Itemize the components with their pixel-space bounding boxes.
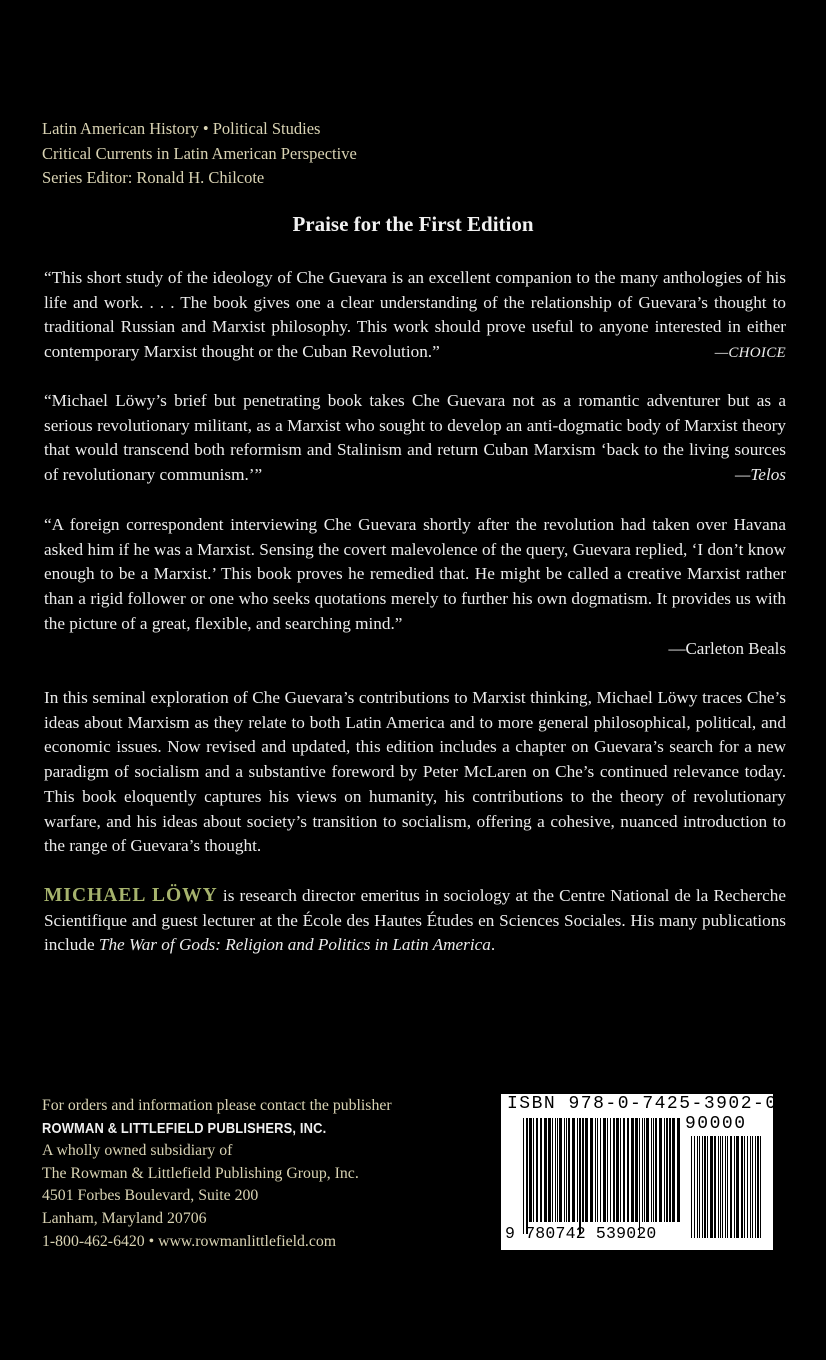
barcode-bar (548, 1118, 551, 1222)
barcode-bar (752, 1136, 753, 1238)
barcode-bar (536, 1118, 538, 1222)
barcode-bar (582, 1118, 584, 1222)
barcode-bar (744, 1136, 745, 1238)
barcode-bar (526, 1118, 528, 1234)
barcode-bar (718, 1136, 719, 1238)
barcode-bar (577, 1118, 578, 1222)
isbn-number: ISBN 978-0-7425-3902-0 (507, 1094, 778, 1114)
barcode-bar (750, 1136, 751, 1238)
barcode-bar (635, 1118, 638, 1222)
barcode-bar (566, 1118, 567, 1222)
series-line-name: Critical Currents in Latin American Perspective (42, 143, 357, 163)
quote-text: “A foreign correspondent interviewing Che Guevara shortly after the revolution had taken over Havana asked him if he was a Marxist. Sensing the covert malevolence of the query, Guevara replied, ‘I don’t know enough to be a Marxist.’ This book proves he remedied that. He might be called a creative Marxist rather than a rigid follower or one who seeks quotations merely to further his own dogmatism. It provides us with the picture of a great, flexible, and searching mind.” (44, 515, 786, 633)
barcode-bar (559, 1118, 562, 1222)
barcode-bar (523, 1118, 524, 1234)
barcode-bar (664, 1118, 665, 1222)
praise-quote-choice (44, 266, 786, 366)
barcode-bar (666, 1118, 668, 1222)
author-bio: MICHAEL LÖWY is research director emeritus in sociology at the Centre National de la Recherche Scientifique and guest lecturer at the École des Hautes Études en Sciences Sociales. His many publications include The War of Gods: Religion and Politics in Latin America. (44, 885, 786, 955)
barcode-bar (710, 1136, 713, 1238)
barcode-bar (600, 1118, 601, 1222)
book-description: In this seminal exploration of Che Guevara’s contributions to Marxist thinking, Michael Löwy traces Che’s ideas about Marxism as they relate to both Latin America and to more general philosophical, political, and economic issues. Now revised and updated, this edition includes a chapter on Guevara’s search for a new paradigm of socialism and a substantive foreword by Peter McLaren on Che’s continued relevance today. This book eloquently captures his views on humanity, his contributions to the theory of revolutionary warfare, and his ideas about society’s transition to socialism, offering a cohesive, nuanced introduction to the range of Guevara’s thought. (44, 688, 786, 856)
barcode-bar (704, 1136, 706, 1238)
barcode-bar (659, 1118, 662, 1222)
quote-source-choice: —CHOICE (714, 345, 786, 362)
praise-quote-telos (44, 389, 786, 488)
barcode-bar (597, 1118, 598, 1222)
barcode-bar (620, 1118, 621, 1222)
barcode-bar (727, 1136, 728, 1238)
barcode-bar (552, 1118, 553, 1222)
praise-heading: Praise for the First Edition (292, 212, 534, 236)
barcode-bar (544, 1118, 547, 1222)
contact-phone-web: 1-800-462-6420 • www.rowmanlittlefield.com (42, 1232, 337, 1250)
barcode-bar (697, 1136, 698, 1238)
barcode-bar (623, 1118, 625, 1222)
contact-intro: For orders and information please contact the publisher (42, 1097, 392, 1114)
author-name: MICHAEL LÖWY (44, 885, 218, 906)
series-info (42, 117, 357, 191)
barcode-bar (720, 1136, 721, 1238)
barcode-bar (610, 1118, 611, 1222)
barcode-bar (642, 1118, 643, 1222)
barcode-bars-icon (521, 1118, 681, 1234)
contact-subsidiary: A wholly owned subsidiary of (42, 1142, 233, 1160)
barcode-bar (707, 1136, 708, 1238)
author-bio-text: is research director emeritus in sociology at the Centre National de la Recherche Scientifique and guest lecturer at the École des Hautes Études en Sciences Sociales. His many publications include (44, 886, 786, 955)
barcode-bar (613, 1118, 615, 1222)
barcode-bar (595, 1118, 596, 1222)
barcode-bar (672, 1118, 675, 1222)
barcode-bar (579, 1118, 581, 1234)
barcode-bar (736, 1136, 739, 1238)
quote-source-beals: —Carleton Beals (668, 638, 786, 658)
barcode-bar (741, 1136, 743, 1238)
barcode-bar (646, 1118, 649, 1222)
barcode-bar (564, 1118, 565, 1222)
barcode-bar (655, 1118, 657, 1222)
barcode-bar (557, 1118, 558, 1222)
isbn-barcode (501, 1094, 778, 1250)
barcode-bar (734, 1136, 735, 1238)
barcode-bar (725, 1136, 726, 1238)
barcode-bar (631, 1118, 634, 1222)
publisher-contact (42, 1095, 392, 1253)
quote-text: “This short study of the ideology of Che Guevara is an excellent companion to the many anthologies of his life and work. . . . The book gives one a clear understanding of the relationship of Guevara’s thought to traditional Russian and Marxist philosophy. This work should prove useful to anyone interested in either contemporary Marxist thought or the Cuban Revolution.” (44, 268, 786, 362)
barcode-bar (616, 1118, 619, 1222)
quote-source-telos: —Telos (735, 465, 786, 485)
series-line-categories: Latin American History • Political Studies (42, 119, 321, 138)
quote-text: “Michael Löwy’s brief but penetrating book takes Che Guevara not as a romantic adventurer but as a serious revolutionary militant, as a Marxist who sought to develop an anti-dogmatic body of Marxist theory that would transcend both reformism and Stalinism and return Cuban Marxism ‘back to the living sources of revolutionary communism.’” (44, 391, 786, 485)
ean-number: 9 780742 539020 (505, 1224, 657, 1243)
barcode-bar (529, 1118, 532, 1222)
barcode-bar (691, 1136, 692, 1238)
barcode-bar (607, 1118, 608, 1222)
barcode-bar (651, 1118, 652, 1222)
barcode-bar (760, 1136, 761, 1238)
price-code: 90000 (685, 1114, 747, 1134)
barcode-bar (603, 1118, 606, 1222)
barcode-bar (555, 1118, 556, 1222)
barcode-bar (533, 1118, 534, 1222)
barcode-bar (722, 1136, 723, 1238)
barcode-bar (540, 1118, 542, 1222)
barcode-bar (639, 1118, 640, 1234)
barcode-bar (568, 1118, 570, 1222)
addon-barcode-bars-icon (689, 1136, 763, 1238)
barcode-bar (653, 1118, 654, 1222)
publisher-name: ROWMAN & LITTLEFIELD PUBLISHERS, INC. (42, 1119, 327, 1137)
barcode-bar (585, 1118, 588, 1222)
contact-address: 4501 Forbes Boulevard, Suite 200 (42, 1187, 259, 1205)
barcode-bar (755, 1136, 756, 1238)
barcode-bar (669, 1118, 671, 1222)
praise-quote-beals (44, 513, 786, 661)
barcode-bar (694, 1136, 695, 1238)
barcode-bar (572, 1118, 575, 1222)
barcode-bar (702, 1136, 703, 1238)
author-book-title: The War of Gods: Religion and Politics in Latin America (98, 935, 491, 955)
barcode-bar (590, 1118, 593, 1222)
barcode-bar (714, 1136, 716, 1238)
barcode-bar (644, 1118, 645, 1222)
contact-city: Lanham, Maryland 20706 (42, 1209, 207, 1227)
barcode-bar (730, 1136, 732, 1238)
barcode-bar (747, 1136, 748, 1238)
barcode-bar (677, 1118, 680, 1222)
series-line-editor: Series Editor: Ronald H. Chilcote (42, 168, 265, 188)
barcode-bar (757, 1136, 759, 1238)
barcode-bar (627, 1118, 629, 1222)
contact-parent: The Rowman & Littlefield Publishing Group, Inc. (42, 1164, 359, 1182)
barcode-bar (699, 1136, 700, 1238)
